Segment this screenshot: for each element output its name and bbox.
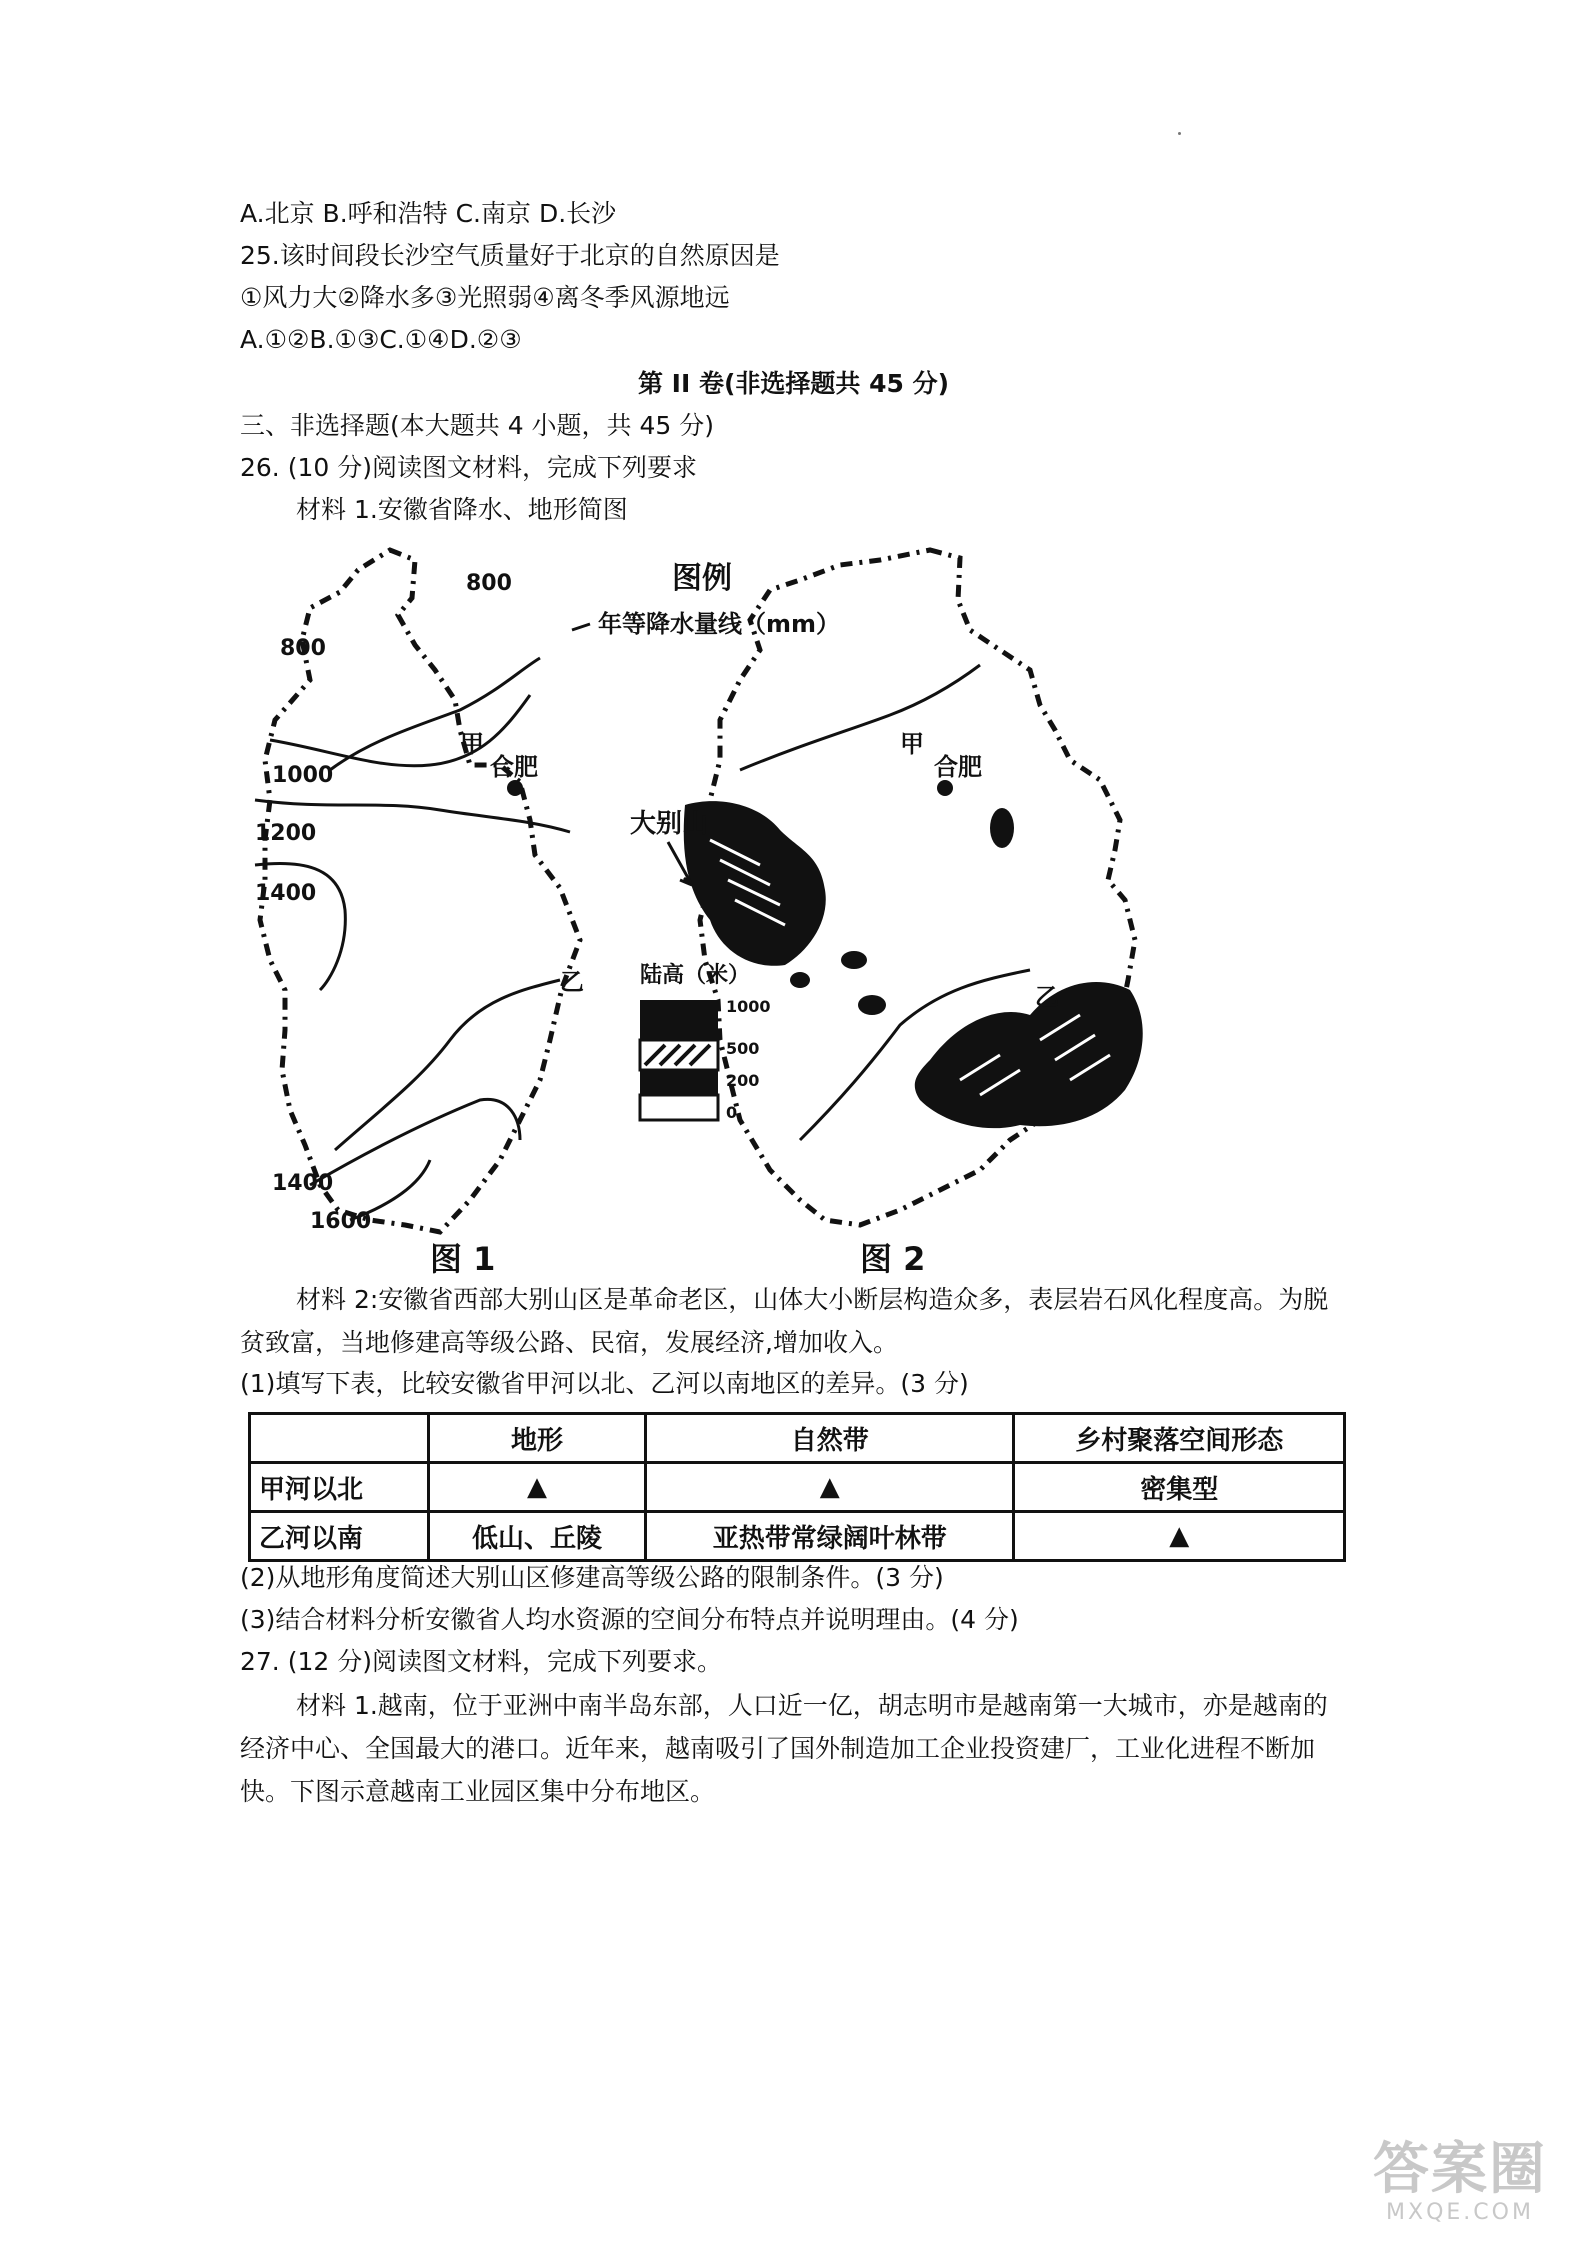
elev-title: 陆高（米） (640, 963, 751, 988)
elev-swatch-0 (640, 1095, 718, 1120)
table-cell: 密集型 (1014, 1463, 1345, 1512)
fig1-river-yi (335, 980, 560, 1150)
q27-material1: 材料 1.越南，位于亚洲中南半岛东部，人口近一亿，胡志明市是越南第一大城市，亦是越南的经济中心、全国最大的港口。近年来，越南吸引了国外制造加工企业投资建厂，工业化进程不断加快。下图示意越南工业园区集中分布地区。 (240, 1691, 1328, 1806)
legend-title: 图例 (672, 561, 732, 596)
fig1-label-1200: 1200 (255, 821, 317, 846)
material2: 材料 2:安徽省西部大别山区是革命老区，山体大小断层构造众多，表层岩石风化程度高。为脱贫致富，当地修建高等级公路、民宿，发展经济,增加收入。 (240, 1285, 1329, 1357)
q26-part2: (2)从地形角度简述大别山区修建高等级公路的限制条件。(3 分) (240, 1563, 944, 1592)
fig2-caption: 图 2 (860, 1240, 926, 1278)
fig2-label-yi: 乙 (1035, 983, 1059, 1011)
anhui-maps-figure (240, 520, 1350, 1280)
q25-stem: 25.该时间段长沙空气质量好于北京的自然原因是 (240, 241, 780, 270)
section-title: 第 II 卷(非选择题共 45 分) (637, 369, 950, 398)
table-row-label: 乙河以南 (250, 1512, 429, 1561)
q26-material1: 材料 1.安徽省降水、地形简图 (296, 495, 628, 524)
q24-options: A.北京 B.呼和浩特 C.南京 D.长沙 (240, 199, 617, 228)
table-cell: 亚热带常绿阔叶林带 (645, 1512, 1013, 1561)
elev-swatch-200 (640, 1070, 718, 1095)
fig2-hill-1 (990, 808, 1014, 848)
q25-options: A.①②B.①③C.①④D.②③ (240, 325, 522, 354)
fig2-hill-4 (790, 972, 810, 988)
table-cell: ▲ (1014, 1512, 1345, 1561)
fig1-label-hefei: 合肥 (490, 753, 538, 781)
fig2-hefei-dot (937, 780, 953, 796)
fig2-hill-2 (841, 951, 867, 969)
fig1-label-1600: 1600 (310, 1209, 372, 1234)
speck (1178, 132, 1181, 135)
table-row-label: 甲河以北 (250, 1463, 429, 1512)
elev-tick-1000: 1000 (726, 997, 771, 1016)
table-cell: ▲ (645, 1463, 1013, 1512)
fig1-label-yi: 乙 (560, 968, 584, 996)
table-cell: ▲ (429, 1463, 646, 1512)
elev-tick-500: 500 (726, 1039, 760, 1058)
fig1-hefei-dot (507, 780, 523, 796)
watermark-logo: 答案圈 (1373, 2137, 1547, 2202)
table-header-cell: 自然带 (645, 1414, 1013, 1463)
q25-factors: ①风力大②降水多③光照弱④离冬季风源地远 (240, 283, 730, 312)
section-note: 三、非选择题(本大题共 4 小题，共 45 分) (240, 411, 715, 440)
fig2-label-dabie: 大别山 (630, 809, 709, 839)
elev-swatch-1000 (640, 1000, 718, 1040)
table-header-cell: 地形 (429, 1414, 646, 1463)
fig1-label-800b: 800 (280, 636, 326, 661)
elev-tick-0: 0 (726, 1103, 738, 1122)
fig2-hill-3 (858, 995, 886, 1015)
q26-part1: (1)填写下表，比较安徽省甲河以北、乙河以南地区的差异。(3 分) (240, 1369, 969, 1398)
q26-part3: (3)结合材料分析安徽省人均水资源的空间分布特点并说明理由。(4 分) (240, 1605, 1019, 1634)
fig2-label-hefei: 合肥 (934, 753, 982, 781)
fig2-label-jia: 甲 (900, 730, 924, 758)
fig1-label-jia: 甲 (460, 730, 484, 758)
legend-isohyet: 年等降水量线（mm） (598, 610, 841, 638)
table-row (250, 1463, 1345, 1512)
table-header-cell (250, 1414, 429, 1463)
fig1-caption: 图 1 (430, 1240, 496, 1278)
q26-stem: 26. (10 分)阅读图文材料，完成下列要求 (240, 453, 697, 482)
table-header-cell: 乡村聚落空间形态 (1014, 1414, 1345, 1463)
fig1-label-1400a: 1400 (255, 881, 317, 906)
site-watermark (1373, 2137, 1547, 2225)
table-row (250, 1512, 1345, 1561)
elev-tick-200: 200 (726, 1071, 760, 1090)
fig1-label-800a: 800 (466, 571, 512, 596)
watermark-url: MXQE.COM (1386, 2200, 1534, 2225)
comparison-table (248, 1412, 1346, 1562)
q27-stem: 27. (12 分)阅读图文材料，完成下列要求。 (240, 1647, 722, 1676)
table-cell: 低山、丘陵 (429, 1512, 646, 1561)
fig1-label-1400b: 1400 (272, 1171, 334, 1196)
table-header-row (250, 1414, 1345, 1463)
fig1-label-1000: 1000 (272, 763, 334, 788)
